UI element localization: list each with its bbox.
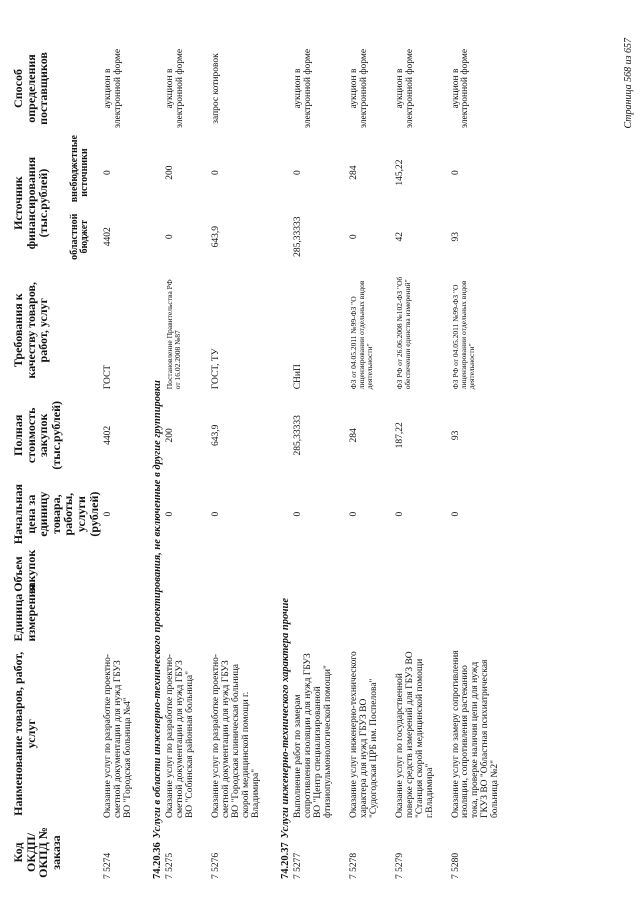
header-unit: Единица измерения: [11, 584, 38, 642]
header-row: [10, 38, 68, 883]
item-name: Оказание услуг по разработке проектно-сметной документации для нужд ГБУЗ ВО "Городская больница №4": [103, 654, 134, 819]
item-volume: [450, 551, 516, 597]
funding-regional: 0: [165, 234, 176, 240]
order-number: 5279: [394, 852, 405, 872]
item-requirements: Постановление Правительства РФ от 16.02.2008 №87: [165, 279, 183, 390]
group-code: 74.20.37: [279, 842, 291, 879]
table-body: [102, 38, 515, 883]
procurement-method: запрос котировок: [210, 53, 221, 124]
procurement-method: аукцион в электронной форме: [103, 48, 124, 129]
order-number: 5278: [348, 852, 359, 872]
header-name: Наименование товаров, работ, услуг: [11, 651, 38, 816]
item-total-cost: 93: [450, 430, 461, 441]
item-total-cost: 4402: [103, 425, 114, 445]
group-cell: [148, 38, 164, 883]
header-funding-extra: внебюджетные источники: [68, 135, 91, 203]
item-unit: [450, 597, 516, 645]
item-total-cost: 643,9: [210, 424, 221, 446]
okdp-code: 7: [394, 874, 405, 879]
item-total-cost: 200: [165, 428, 176, 443]
header-total-cost: Полная стоимость закупок (тыс.рублей): [11, 401, 63, 470]
item-start-price: 0: [210, 511, 221, 517]
procurement-method: аукцион в электронной форме: [348, 48, 369, 129]
okdp-code: 7: [348, 874, 359, 879]
procurement-method: аукцион в электронной форме: [450, 48, 471, 129]
item-volume: [102, 551, 148, 597]
order-number: 5275: [165, 852, 176, 872]
order-code-cell: [164, 822, 210, 883]
item-requirements: ГОСТ, ТУ: [210, 348, 221, 390]
group-title: Услуги в области инженерно-технического проектирования, не включенные в другие группировки: [152, 380, 164, 839]
item-volume: [394, 551, 450, 597]
table-row: [102, 38, 148, 883]
item-total-cost: 187,22: [394, 422, 405, 449]
page-number: Страница 568 из 657: [623, 38, 634, 129]
item-start-price: 0: [103, 511, 114, 517]
funding-regional: 285,33333: [292, 216, 303, 257]
item-start-price: 0: [165, 511, 176, 517]
okdp-code: 7: [165, 874, 176, 879]
order-number: 5277: [292, 852, 303, 872]
funding-extra: 0: [292, 170, 303, 175]
item-requirements: ФЗ РФ от 04.05.2011 №99-ФЗ "О лицензировании отдельных видов деятельности": [450, 280, 476, 390]
table-row: [292, 38, 348, 883]
item-start-price: 0: [450, 511, 461, 517]
item-requirements: СНиП: [292, 364, 303, 390]
order-code-cell: [292, 822, 348, 883]
item-name: Оказание услуг по разработке проектно-сметной документации для нужд ГБУЗ ВО "Городская клиническая больница скорой медицинской помощи г. Владимира": [210, 654, 261, 819]
funding-regional: 0: [348, 234, 359, 240]
okdp-code: 7: [292, 874, 303, 879]
group-cell: [276, 38, 292, 883]
funding-regional: 643,9: [210, 226, 221, 248]
group-title: Услуги инженерно-технического характера прочие: [279, 597, 291, 839]
procurement-table: [10, 38, 515, 883]
header-method: Способ определения поставщиков: [11, 52, 51, 125]
item-requirements: ФЗ от 04.05.2011 №99-ФЗ "О лицензировании отдельных видов деятельности": [348, 280, 375, 390]
item-start-price: 0: [292, 511, 303, 517]
order-code-cell: [450, 822, 516, 883]
item-name: Оказание услуг по государственной поверке средств измерений для ГБУЗ ВО "Станция скорой медицинской помощи г.Владимира": [394, 651, 435, 819]
order-number: 5276: [210, 852, 221, 872]
funding-regional: 42: [394, 231, 405, 242]
table-row: [394, 38, 450, 883]
okdp-code: 7: [103, 874, 114, 879]
order-code-cell: [348, 822, 394, 883]
table-row: [450, 38, 516, 883]
table-row: [348, 38, 394, 883]
procurement-method: аукцион в электронной форме: [292, 48, 313, 129]
funding-extra: 0: [103, 170, 114, 175]
item-start-price: 0: [394, 511, 405, 517]
item-unit: [210, 597, 276, 645]
item-unit: [394, 597, 450, 645]
order-number: 5274: [103, 852, 114, 872]
item-total-cost: 284: [348, 428, 359, 443]
table-row: [164, 38, 210, 883]
group-code: 74.20.36: [152, 842, 164, 879]
item-requirements: ФЗ РФ от 26.06.2008 №102-ФЗ "Об обеспечении единства измерений": [394, 276, 412, 390]
item-unit: [292, 597, 348, 645]
order-code-cell: [394, 822, 450, 883]
item-name: Оказание услуг по замеру сопротивления изоляции, сопротивления растеканию тока, проверке наличия цепи для нужд ГКУЗ ВО "Областная психиатрическая больница №2": [450, 650, 501, 819]
item-unit: [164, 597, 210, 645]
group-row: [276, 38, 292, 883]
item-unit: [348, 597, 394, 645]
item-start-price: 0: [348, 511, 359, 517]
item-total-cost: 285,33333: [292, 415, 303, 456]
item-name: Оказание услуг по разработке проектно-сметной документации для нужд ГБУЗ ВО "Собинская районная больница": [165, 654, 196, 819]
header-code: Код ОКДП/ ОКПД № заказа: [11, 827, 63, 878]
procurement-method: аукцион в электронной форме: [394, 48, 415, 129]
item-name: Выполнение работ по замерам сопротивления изоляции для нужд ГБУЗ ВО "Центр специализированной фтизиопульмонологической помощи": [292, 653, 333, 819]
header-requirements: Требования к качеству товаров, работ, услуг: [11, 281, 51, 379]
item-volume: [164, 551, 210, 597]
funding-extra: 0: [210, 170, 221, 175]
funding-extra: 0: [450, 170, 461, 175]
group-row: [148, 38, 164, 883]
item-volume: [348, 551, 394, 597]
okdp-code: 7: [210, 874, 221, 879]
item-volume: [210, 551, 276, 597]
procurement-method: аукцион в электронной форме: [165, 48, 186, 129]
header-start-price: Начальная цена за единицу товара, работы, услуги (рублей): [11, 484, 101, 545]
item-unit: [102, 597, 148, 645]
order-code-cell: [102, 822, 148, 883]
funding-regional: 93: [450, 231, 461, 242]
order-number: 5280: [450, 852, 461, 872]
item-name: Оказание услуг инженерно-технического характера для нужд ГБУЗ ВО "Судогодская ЦРБ им. Поспелова": [348, 651, 379, 819]
header-funding: Источник финансирования (тыс.рублей): [11, 156, 51, 250]
header-volume: Объем закупок: [11, 549, 38, 594]
header-funding-regional: областной бюджет: [68, 213, 91, 260]
funding-regional: 4402: [103, 227, 114, 247]
funding-extra: 200: [165, 165, 176, 180]
funding-extra: 145,22: [394, 159, 405, 186]
item-requirements: ГОСТ: [103, 364, 114, 390]
okdp-code: 7: [450, 874, 461, 879]
order-code-cell: [210, 822, 276, 883]
table-row: [210, 38, 276, 883]
item-volume: [292, 551, 348, 597]
funding-extra: 284: [348, 165, 359, 180]
